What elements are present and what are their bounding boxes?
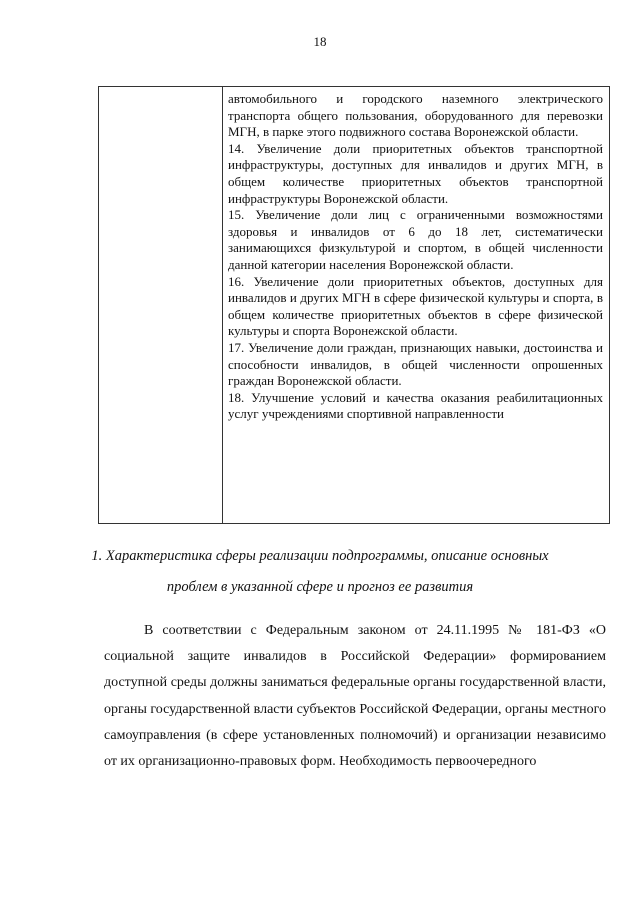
table-line: 16. Увеличение доли приоритетных объектов, доступных для инвалидов и других МГН в сфере физической культуры и спорта, в общем количестве приоритетных объектов в сфере физической культуры и спорта Воронежской области.: [228, 273, 603, 339]
section-heading-line: проблем в указанной сфере и прогноз ее развития: [166, 579, 474, 595]
section-heading: [0, 541, 640, 603]
table-left-cell: [99, 87, 223, 523]
table-right-cell: [223, 87, 609, 523]
indicators-table: [98, 86, 610, 524]
body-text: [104, 618, 606, 775]
table-line: 14. Увеличение доли приоритетных объектов транспортной инфраструктуры, доступных для инвалидов и других МГН, в общем количестве приоритетных объектов транспортной инфраструктуры Воронежской области.: [228, 140, 603, 206]
table-line: 15. Увеличение доли лиц с ограниченными возможностями здоровья и инвалидов от 6 до 18 лет, систематически занимающихся физкультурой и спортом, в общей численности данной категории населения Воронежской области.: [228, 207, 603, 272]
page-number: 18: [313, 34, 327, 49]
section-heading-line: 1. Характеристика сферы реализации подпрограммы, описание основных: [91, 548, 549, 564]
table-line: 18. Улучшение условий и качества оказания реабилитационных услуг учреждениями спортивной направленности: [228, 389, 603, 422]
table-line: 17. Увеличение доли граждан, признающих навыки, достоинства и способности инвалидов, в общей численности опрошенных граждан Воронежской области.: [228, 339, 603, 389]
body-paragraph: В соответствии с Федеральным законом от 24.11.1995 № 181-ФЗ «О социальной защите инвалидов в Российской Федерации» формированием доступной среды должны заниматься федеральные органы государственной власти, органы государственной власти субъектов Российской Федерации, органы местного самоуправления (в сфере установленных полномочий) и организации независимо от их организационно-правовых форм. Необходимость первоочередного: [104, 623, 606, 770]
table-line: автомобильного и городского наземного электрического транспорта общего пользования, оборудованного для перевозки МГН, в парке этого подвижного состава Воронежской области.: [228, 91, 603, 140]
